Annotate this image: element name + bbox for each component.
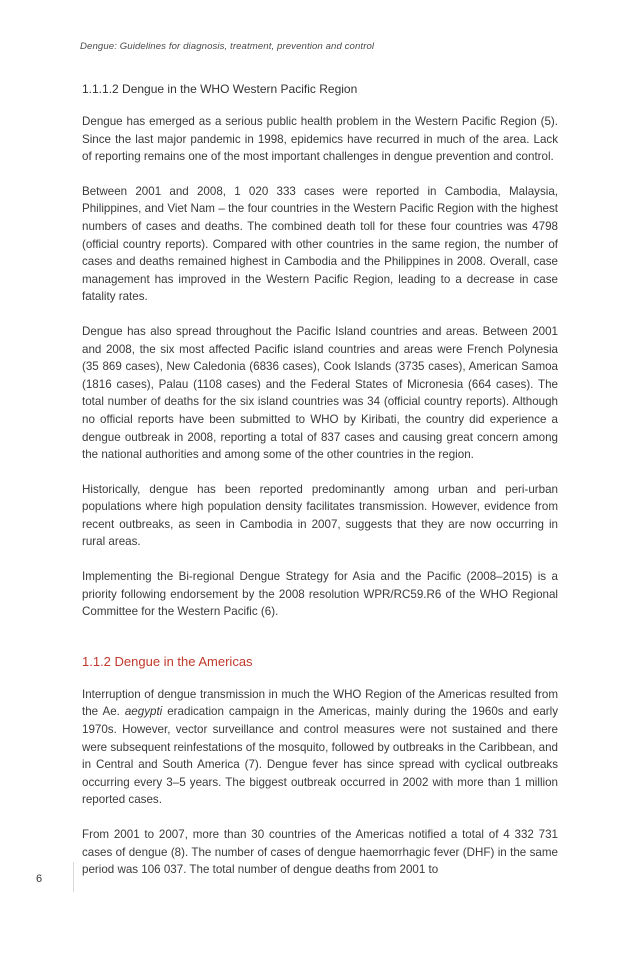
paragraph-americas-1 [82,686,558,809]
section-heading-americas: 1.1.2 Dengue in the Americas [82,653,253,669]
margin-rule [73,862,74,892]
species-name-italic: aegypti [124,705,163,719]
paragraph-americas-1-text-a: Interruption of dengue transmission in much the WHO Region of the Americas resulted from the Ae. [82,687,558,719]
paragraph-wp-2: Between 2001 and 2008, 1 020 333 cases were reported in Cambodia, Malaysia, Philippines, and Viet Nam – the four countries in the Western Pacific Region with the highest numbers of cases and deaths. The combined death toll for these four countries was 4798 (official country reports). Compared with other countries in the same region, the number of cases and deaths remained highest in Cambodia and the Philippines in 2008. Overall, case management has improved in the Western Pacific Region, leading to a decrease in case fatality rates. [82,184,558,304]
page-number: 6 [36,873,43,885]
running-header: Dengue: Guidelines for diagnosis, treatment, prevention and control [80,41,375,52]
paragraph-wp-3: Dengue has also spread throughout the Pacific Island countries and areas. Between 2001 and 2008, the six most affected Pacific island countries and areas were French Polynesia (35 869 cases), New Caledonia (6836 cases), Cook Islands (3735 cases), American Samoa (1816 cases), Palau (1108 cases) and the Federal States of Micronesia (664 cases). The total number of deaths for the six island countries was 34 (official country reports). Although no official reports have been submitted to WHO by Kiribati, the country did experience a dengue outbreak in 2008, reporting a total of 837 cases and causing great concern among the national authorities and among some of the other countries in the region. [82,324,558,462]
main-content [82,80,558,896]
paragraph-americas-2: From 2001 to 2007, more than 30 countries of the Americas notified a total of 4 332 731 cases of dengue (8). The number of cases of dengue haemorrhagic fever (DHF) in the same period was 106 037. The total number of dengue deaths from 2001 to [82,828,558,877]
paragraph-americas-1-text-b: eradication campaign in the Americas, mainly during the 1960s and early 1970s. However, vector surveillance and control measures were not sustained and there were subsequent reinfestations of the mosquito, followed by outbreaks in the Caribbean, and in Central and South America (7). Dengue fever has since spread with cyclical outbreaks occurring every 3–5 years. The biggest outbreak occurred in 2002 with more than 1 million reported cases. [82,705,558,807]
paragraph-wp-5: Implementing the Bi-regional Dengue Strategy for Asia and the Pacific (2008–2015) is a priority following endorsement by the 2008 resolution WPR/RC59.R6 of the WHO Regional Committee for the Western Pacific (6). [82,570,558,619]
paragraph-wp-1: Dengue has emerged as a serious public health problem in the Western Pacific Region (5). Since the last major pandemic in 1998, epidemics have recurred in much of the area. Lack of reporting remains one of the most important challenges in dengue prevention and control. [82,115,558,164]
subsection-heading-western-pacific: 1.1.1.2 Dengue in the WHO Western Pacific Region [82,82,358,96]
paragraph-wp-4: Historically, dengue has been reported predominantly among urban and peri-urban populations where high population density facilitates transmission. However, evidence from recent outbreaks, as seen in Cambodia in 2007, suggests that they are now occurring in rural areas. [82,482,558,549]
